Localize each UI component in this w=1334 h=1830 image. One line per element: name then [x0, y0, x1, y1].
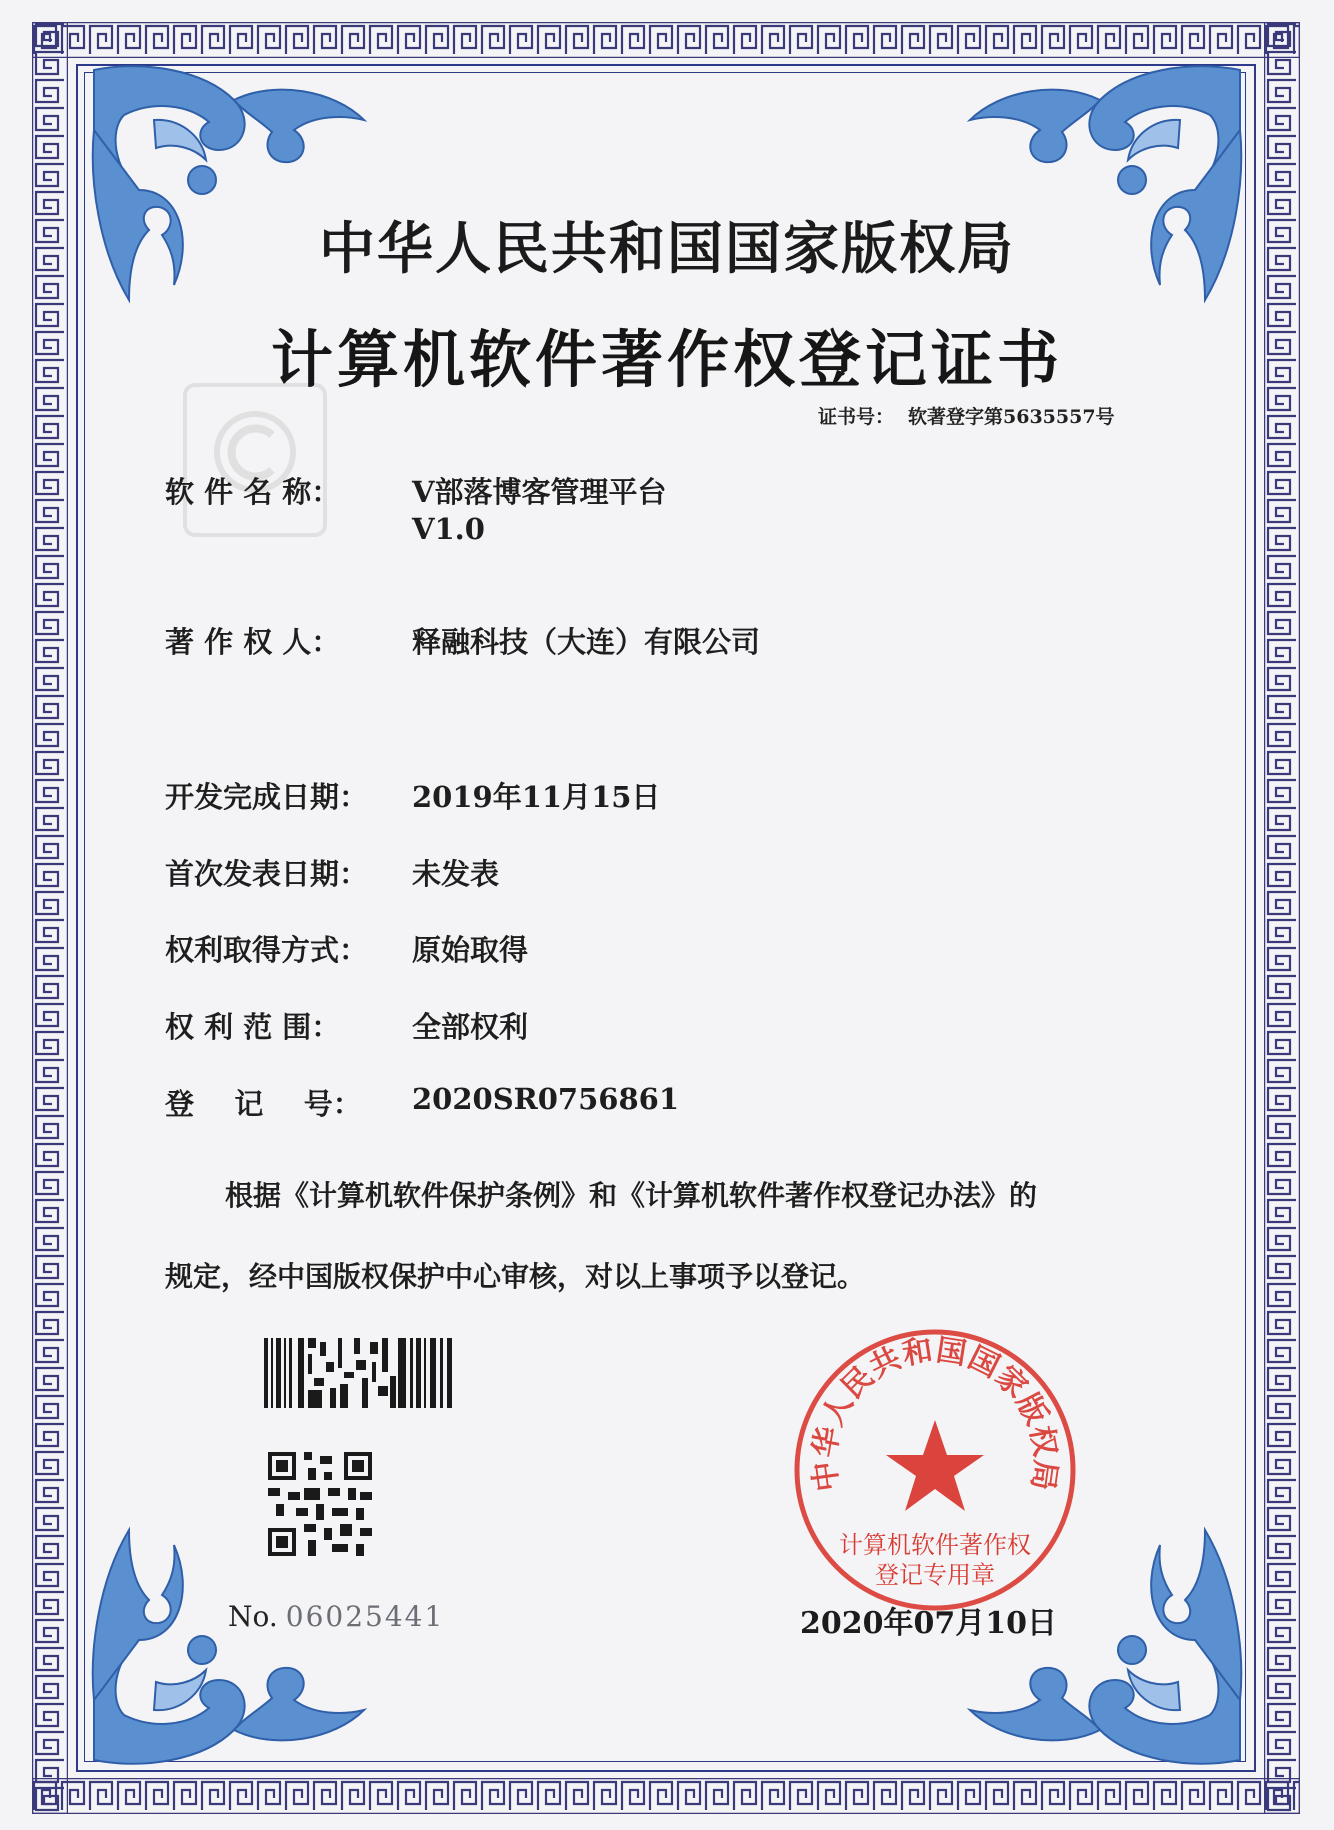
official-seal-icon: [790, 1325, 1080, 1615]
greek-key-border-bottom: [32, 1778, 1300, 1814]
issuer-title: 中华人民共和国国家版权局: [319, 216, 1015, 282]
software-name-label: 软 件 名 称：: [165, 475, 341, 509]
copyright-owner-value: 释融科技（大连）有限公司: [412, 625, 761, 659]
watermark-emblem-icon: [180, 380, 330, 540]
acquisition-method-value: 原始取得: [412, 933, 529, 967]
copyright-owner-label: 著 作 权 人：: [165, 625, 341, 659]
acquisition-method-label: 权利取得方式：: [165, 933, 369, 967]
corner-ornament-bottom-left: [84, 1520, 374, 1770]
registration-number-value: 2020SR0756861: [412, 1082, 680, 1116]
software-name-value: V部落博客管理平台: [412, 475, 667, 509]
certificate-number: [818, 402, 1129, 429]
serial-value: 06025441: [285, 1600, 445, 1633]
rights-scope-value: 全部权利: [412, 1010, 529, 1044]
rights-scope-label: 权 利 范 围：: [165, 1010, 341, 1044]
statement-line-2: 规定，经中国版权保护中心审核，对以上事项予以登记。: [165, 1260, 866, 1293]
seal-line-2: 登记专用章: [875, 1561, 995, 1589]
serial-prefix: No.: [228, 1600, 278, 1633]
statement-line-1: 根据《计算机软件保护条例》和《计算机软件著作权登记办法》的: [225, 1179, 1038, 1212]
barcode-icon: [264, 1338, 452, 1408]
first-publication-label: 首次发表日期：: [165, 857, 369, 891]
registration-number-label: 登 记 号：: [165, 1087, 362, 1121]
development-date-label: 开发完成日期：: [165, 780, 369, 814]
greek-key-border-top: [32, 22, 1300, 58]
serial-number: [228, 1600, 444, 1633]
seal-ring-text: 中华人民共和国国家版权局: [807, 1332, 1063, 1494]
qr-code-icon: [268, 1452, 372, 1556]
software-version-value: V1.0: [412, 512, 485, 546]
issue-date: 2020年07月10日: [800, 1606, 1057, 1641]
first-publication-value: 未发表: [412, 857, 500, 891]
seal-line-1: 计算机软件著作权: [839, 1531, 1031, 1559]
certificate-number-value: 软著登字第5635557号: [908, 406, 1115, 428]
greek-key-border-left: [32, 22, 68, 1814]
greek-key-border-right: [1264, 22, 1300, 1814]
certificate-number-label: 证书号：: [818, 406, 895, 428]
development-date-value: 2019年11月15日: [412, 780, 661, 814]
certificate-title: 计算机软件著作权登记证书: [270, 323, 1063, 396]
